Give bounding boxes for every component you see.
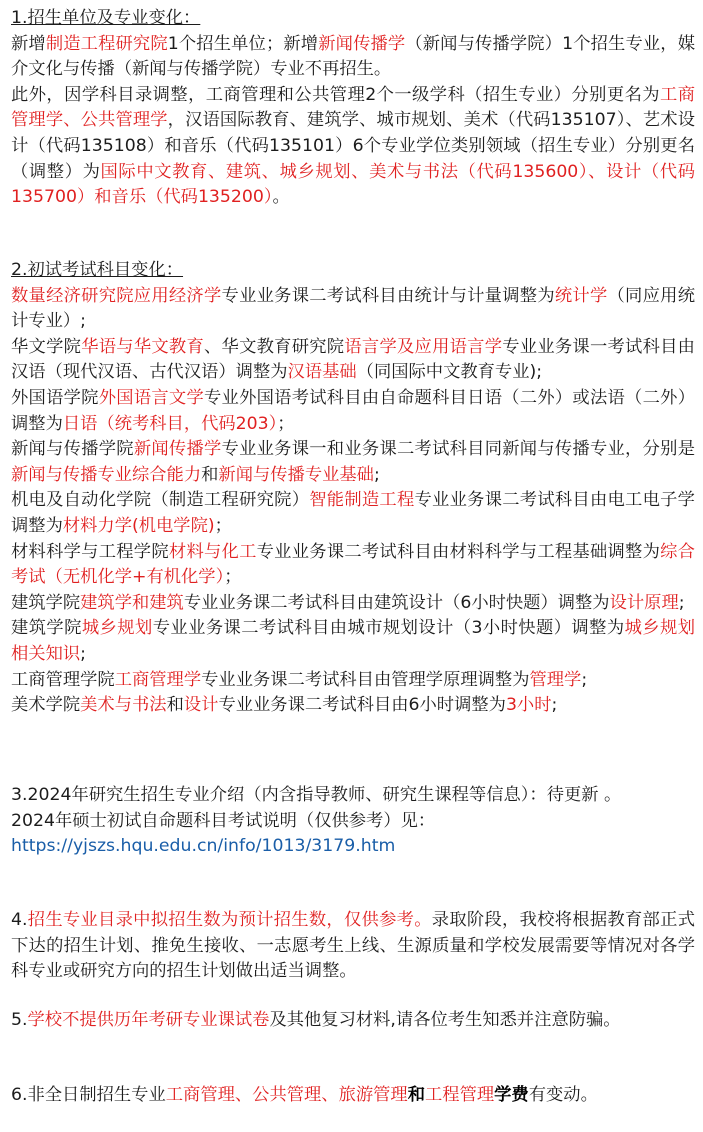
highlight-text: 数量经济研究院应用经济学 <box>11 285 222 306</box>
body-text: ； <box>224 567 242 588</box>
body-text: 专业业务课一和业务课二考试科目同新闻与传播专业，分别是 <box>221 439 695 460</box>
body-text: 专业业务课二考试科目由建筑设计（6小时快题）调整为 <box>183 592 610 613</box>
body-text: ； <box>214 515 232 536</box>
highlight-text: 工程管理 <box>425 1085 495 1105</box>
body-text: 建筑学院 <box>11 592 81 613</box>
body-text: 和 <box>166 695 184 716</box>
body-text: 专业业务课二考试科目由材料科学与工程基础调整为 <box>256 541 661 562</box>
highlight-text: 3小时 <box>505 695 552 716</box>
highlight-text: 日语（统考科目，代码203） <box>62 413 278 434</box>
body-text: 。 <box>272 187 290 208</box>
highlight-text: 材料力学(机电学院) <box>62 515 215 536</box>
body-text: 专业业务课二考试科目由统计与计量调整为 <box>221 285 555 306</box>
body-text: （同国际中文教育专业); <box>356 362 543 383</box>
highlight-text: 城乡规划 <box>81 618 153 639</box>
body-text: 、华文教育研究院 <box>204 336 345 357</box>
body-text: 4. <box>11 910 28 930</box>
body-text: ; <box>80 643 86 664</box>
exam-description-link[interactable]: https://yjszs.hqu.edu.cn/info/1013/3179.htm <box>11 836 396 857</box>
body-text: 专业业务课二考试科目由城市规划设计（3小时快题）调整为 <box>152 618 625 639</box>
highlight-text: 城乡规划相关知识 <box>11 618 695 664</box>
highlight-text: 统计学 <box>554 285 608 306</box>
highlight-text: 材料与化工 <box>168 541 257 562</box>
highlight-text: 设计原理 <box>609 592 679 613</box>
highlight-text: 新闻传播学 <box>133 439 222 460</box>
bold-text: 和 <box>407 1085 425 1105</box>
body-text: 有变动。 <box>528 1085 598 1105</box>
body-text: 机电及自动化学院（制造工程研究院） <box>11 490 310 511</box>
body-text: ; <box>678 592 685 613</box>
body-text: 和 <box>201 464 219 485</box>
highlight-text: 工商管理学 <box>114 669 202 690</box>
section-heading: 1.招生单位及专业变化： <box>11 8 201 28</box>
section-heading: 2.初试考试科目变化： <box>11 260 184 280</box>
highlight-text: 新闻与传播专业综合能力 <box>11 464 202 485</box>
bold-text: 学费 <box>494 1085 529 1105</box>
body-text: 6.非全日制招生专业 <box>11 1085 166 1105</box>
highlight-text: 设计 <box>183 695 219 716</box>
body-text: （同应用统计专业）; <box>11 285 695 332</box>
body-text: 新增 <box>11 33 46 54</box>
highlight-text: 语言学及应用语言学 <box>344 336 503 357</box>
highlight-text: 国际中文教育、建筑、城乡规划、美术与书法（代码135600）、设计（代码135700）和音乐（代码135200） <box>11 161 695 208</box>
highlight-text: 管理学 <box>529 669 582 690</box>
highlight-text: 工商管理、公共管理、旅游管理 <box>165 1085 408 1105</box>
body-text: 此外，因学科目录调整，工商管理和公共管理2个一级学科（招生专业）分别更名为 <box>11 84 660 105</box>
body-text: 2024年硕士初试自命题科目考试说明（仅供参考）见： <box>11 810 436 831</box>
body-text: ; <box>581 669 588 690</box>
body-text: 美术学院 <box>11 695 81 716</box>
highlight-text: 智能制造工程 <box>309 490 415 511</box>
highlight-text: 建筑学和建筑 <box>80 592 184 613</box>
body-text: 专业业务课二考试科目由电工电子学调整为 <box>11 490 695 536</box>
highlight-text: 美术与书法 <box>80 695 167 716</box>
body-text: 建筑学院 <box>11 618 82 639</box>
section-2-exam-subject-changes <box>11 258 695 719</box>
body-text: 新闻与传播学院 <box>11 439 134 460</box>
highlight-text: 制造工程研究院 <box>45 33 168 54</box>
body-text: 专业业务课二考试科目由管理学原理调整为 <box>201 669 530 690</box>
body-text: 华文学院 <box>11 336 82 357</box>
body-text: ; <box>373 464 380 485</box>
body-text: ，汉语国际教育、建筑学、城市规划、美术（代码135107）、艺术设计（代码135108）和音乐（代码135101）6个专业学位类别领域（招生专业）分别更名（调整）为 <box>11 110 695 182</box>
body-text: 录取阶段，我校将根据教育部正式下达的招生计划、推免生接收、一志愿考生上线、生源质量和学校发展需要等情况对各学科专业或研究方向的招生计划做出适当调整。 <box>11 910 695 982</box>
section-5-no-past-papers <box>11 1008 695 1034</box>
body-text: ； <box>277 413 295 434</box>
body-text: 外国语学院 <box>11 387 99 408</box>
section-3-major-introduction <box>11 783 695 860</box>
body-text: ; <box>551 695 558 716</box>
body-text: 专业业务课一考试科目由汉语（现代汉语、古代汉语）调整为 <box>11 336 695 383</box>
highlight-text: 新闻与传播专业基础 <box>218 464 374 485</box>
highlight-text: 综合考试（无机化学+有机化学） <box>11 541 695 588</box>
highlight-text: 学校不提供历年考研专业课试卷 <box>27 1010 270 1030</box>
highlight-text: 新闻传播学 <box>318 33 406 54</box>
highlight-text: 外国语言文学 <box>98 387 204 408</box>
body-text: （新闻与传播学院）1个招生专业，媒介文化与传播（新闻与传播学院）专业不再招生。 <box>11 33 695 80</box>
body-text: 5. <box>11 1010 28 1030</box>
highlight-text: 汉语基础 <box>287 362 357 383</box>
body-text: 专业业务课二考试科目由6小时调整为 <box>218 695 506 716</box>
body-text: 专业外国语考试科目由自命题科目日语（二外）或法语（二外）调整为 <box>11 387 695 434</box>
body-text: 1个招生单位；新增 <box>167 33 319 54</box>
section-1-unit-and-major-changes <box>11 6 695 211</box>
highlight-text: 华语与华文教育 <box>81 336 204 357</box>
highlight-text: 招生专业目录中拟招生数为预计招生数，仅供参考。 <box>27 910 432 930</box>
section-6-tuition-changes <box>11 1083 695 1109</box>
body-text: 及其他复习材料,请各位考生知悉并注意防骗。 <box>269 1010 621 1030</box>
body-text: 材料科学与工程学院 <box>11 541 169 562</box>
highlight-text: 工商管理学、公共管理学 <box>11 84 695 131</box>
section-4-enrollment-numbers <box>11 908 695 985</box>
body-text: 工商管理学院 <box>11 669 115 690</box>
body-text: 3.2024年研究生招生专业介绍（内含指导教师、研究生课程等信息）：待更新 。 <box>11 785 622 805</box>
